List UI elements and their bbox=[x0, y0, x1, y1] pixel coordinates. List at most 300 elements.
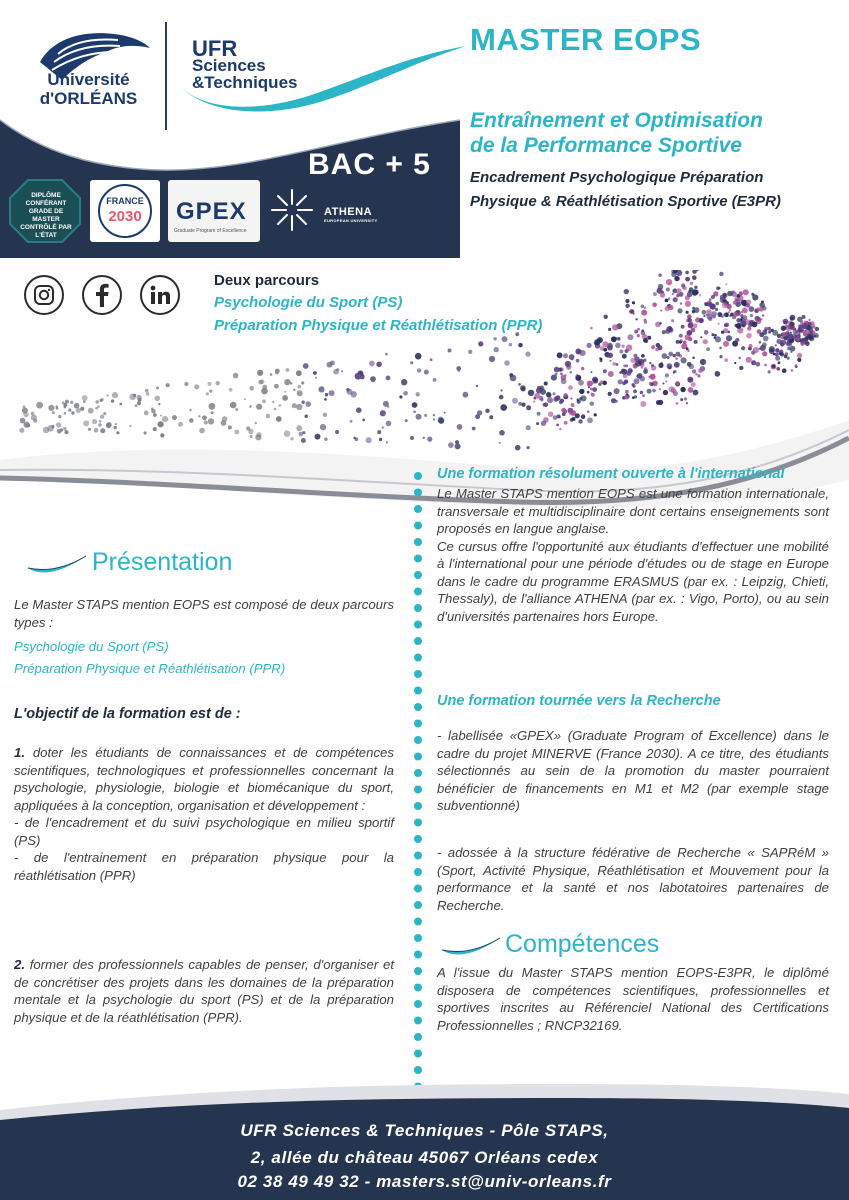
particle bbox=[98, 423, 102, 427]
particle bbox=[685, 271, 689, 275]
particle bbox=[644, 319, 647, 322]
particle bbox=[604, 315, 608, 319]
particle bbox=[663, 390, 668, 395]
particle bbox=[103, 412, 106, 415]
particle bbox=[576, 359, 580, 363]
particle bbox=[618, 379, 623, 384]
particle bbox=[699, 318, 704, 323]
point1-number: 1. bbox=[14, 745, 25, 760]
particle bbox=[622, 345, 625, 348]
particle bbox=[802, 315, 806, 319]
particle bbox=[581, 367, 584, 370]
particle bbox=[768, 370, 771, 373]
objective-point-2 bbox=[14, 956, 394, 1026]
particle bbox=[324, 438, 327, 441]
particle bbox=[101, 398, 104, 401]
footer-address-line1: UFR Sciences & Techniques - Pôle STAPS, bbox=[240, 1121, 609, 1140]
divider-dot bbox=[414, 802, 422, 810]
particle bbox=[56, 422, 61, 427]
particle bbox=[416, 392, 420, 396]
particle bbox=[355, 373, 362, 380]
particle bbox=[282, 395, 288, 401]
particle bbox=[798, 324, 802, 328]
particle bbox=[208, 382, 212, 386]
particle bbox=[544, 402, 549, 407]
particle bbox=[615, 343, 621, 349]
particle bbox=[736, 318, 741, 323]
ufr-line1: UFR bbox=[192, 36, 238, 61]
particle bbox=[617, 337, 620, 340]
particle bbox=[790, 317, 794, 321]
particle bbox=[330, 361, 335, 366]
particle bbox=[64, 430, 68, 434]
particle bbox=[663, 383, 665, 385]
particle bbox=[580, 350, 586, 356]
particle bbox=[370, 376, 376, 382]
particle bbox=[160, 433, 164, 437]
particle bbox=[704, 362, 706, 364]
particle bbox=[622, 354, 627, 359]
particle bbox=[784, 355, 788, 359]
competences-title: Compétences bbox=[505, 930, 660, 958]
particle bbox=[640, 376, 646, 382]
particle bbox=[692, 369, 696, 373]
particle bbox=[688, 323, 694, 329]
international-text bbox=[437, 485, 829, 625]
particle bbox=[715, 371, 719, 375]
particle bbox=[718, 287, 720, 289]
particle bbox=[714, 337, 716, 339]
divider-dot bbox=[414, 984, 422, 992]
particle bbox=[662, 353, 668, 359]
particle bbox=[677, 308, 682, 313]
particle bbox=[96, 400, 99, 403]
particle bbox=[742, 324, 745, 327]
objective-heading: L'objectif de la formation est de : bbox=[14, 706, 241, 722]
particle bbox=[448, 442, 454, 448]
particle bbox=[658, 274, 661, 277]
particle bbox=[727, 291, 733, 297]
particle bbox=[679, 341, 682, 344]
particle bbox=[527, 446, 530, 449]
particle bbox=[709, 298, 712, 301]
particle bbox=[637, 328, 640, 331]
particle bbox=[48, 405, 54, 411]
gpex-label: GPEX bbox=[176, 198, 247, 225]
particle bbox=[624, 395, 628, 399]
divider-dot bbox=[414, 1033, 422, 1041]
particle bbox=[202, 415, 207, 420]
particle bbox=[204, 420, 208, 424]
particle bbox=[146, 392, 150, 396]
particle bbox=[489, 415, 493, 419]
particle bbox=[679, 334, 683, 338]
particle bbox=[733, 301, 737, 305]
divider-dot bbox=[414, 1050, 422, 1058]
particle bbox=[206, 392, 209, 395]
particle bbox=[221, 420, 227, 426]
particle bbox=[94, 428, 99, 433]
particle bbox=[644, 367, 648, 371]
particle bbox=[52, 411, 55, 414]
particle bbox=[641, 305, 644, 308]
particle bbox=[235, 430, 240, 435]
particle bbox=[430, 358, 433, 361]
divider-dot bbox=[414, 604, 422, 612]
particle bbox=[64, 412, 67, 415]
particle bbox=[559, 428, 561, 430]
divider-dot bbox=[414, 786, 422, 794]
point2-number: 2. bbox=[14, 957, 25, 972]
particle bbox=[751, 293, 754, 296]
particle bbox=[734, 324, 737, 327]
particle bbox=[571, 403, 575, 407]
instagram-button[interactable] bbox=[24, 275, 64, 315]
particle bbox=[509, 373, 513, 377]
particle bbox=[568, 385, 573, 390]
particle bbox=[673, 297, 678, 302]
particle bbox=[760, 318, 762, 320]
particle bbox=[417, 368, 421, 372]
particle bbox=[727, 331, 730, 334]
particle bbox=[627, 334, 633, 340]
particle bbox=[369, 361, 375, 367]
particle bbox=[681, 357, 687, 363]
particle bbox=[399, 395, 402, 398]
particle bbox=[476, 385, 478, 387]
particle bbox=[433, 414, 435, 416]
particle bbox=[708, 317, 712, 321]
particle bbox=[763, 336, 769, 342]
particle bbox=[412, 402, 418, 408]
particle bbox=[683, 286, 687, 290]
divider-dot bbox=[414, 555, 422, 563]
particle bbox=[297, 390, 303, 396]
particle bbox=[401, 379, 407, 385]
particle bbox=[668, 305, 673, 310]
particle bbox=[448, 349, 452, 353]
particle bbox=[266, 414, 270, 418]
particle bbox=[640, 391, 643, 394]
particle bbox=[158, 403, 160, 405]
footer-address-line2: 2, allée du château 45067 Orléans cedex bbox=[250, 1148, 599, 1167]
particle bbox=[274, 384, 279, 389]
particle bbox=[687, 362, 692, 367]
particle bbox=[762, 342, 767, 347]
particle bbox=[274, 408, 277, 411]
particle bbox=[633, 390, 637, 394]
particle bbox=[699, 294, 701, 296]
particle bbox=[715, 336, 721, 342]
particle bbox=[351, 391, 357, 397]
particle bbox=[249, 386, 254, 391]
divider-dot bbox=[414, 472, 422, 480]
athena-star-icon bbox=[270, 188, 314, 232]
particle bbox=[366, 437, 372, 443]
particle bbox=[100, 428, 105, 433]
particle bbox=[684, 397, 687, 400]
particle bbox=[229, 388, 233, 392]
particle bbox=[681, 325, 685, 329]
particle bbox=[691, 382, 696, 387]
particle bbox=[518, 383, 521, 386]
particle bbox=[76, 408, 81, 413]
particle bbox=[424, 370, 429, 375]
particle bbox=[634, 357, 639, 362]
particle bbox=[107, 394, 109, 396]
particle bbox=[647, 389, 652, 394]
particle bbox=[643, 338, 648, 343]
particle bbox=[721, 331, 724, 334]
particle bbox=[63, 427, 67, 431]
particle bbox=[590, 371, 592, 373]
particle bbox=[686, 347, 689, 350]
divider-dot bbox=[414, 1017, 422, 1025]
particle bbox=[475, 414, 480, 419]
particle bbox=[665, 299, 669, 303]
particle bbox=[262, 399, 266, 403]
particle bbox=[671, 319, 674, 322]
particle bbox=[607, 345, 613, 351]
particle bbox=[478, 341, 483, 346]
particle bbox=[688, 337, 692, 341]
particle bbox=[324, 398, 327, 401]
international-p1: Le Master STAPS mention EOPS est une formation internationale, transversale et multidisciplinaire dont certains enseignements sont proposés en langue anglaise. bbox=[437, 486, 829, 536]
particle bbox=[759, 307, 764, 312]
presentation-ppr: Préparation Physique et Réathlétisation (PPR) bbox=[14, 661, 286, 676]
subtitle-line1: Entraînement et Optimisation bbox=[470, 109, 763, 132]
particle bbox=[790, 351, 792, 353]
particle bbox=[279, 404, 282, 407]
particle bbox=[410, 436, 414, 440]
particle bbox=[658, 400, 663, 405]
particle bbox=[749, 306, 755, 312]
particle bbox=[547, 397, 553, 403]
france-2030-badge bbox=[90, 180, 160, 242]
particle bbox=[570, 397, 572, 399]
particle bbox=[433, 418, 435, 420]
particle bbox=[718, 323, 720, 325]
particle bbox=[782, 332, 787, 337]
particle bbox=[438, 417, 444, 423]
particle bbox=[653, 292, 657, 296]
athena-sub-label: EUROPEAN UNIVERSITY bbox=[324, 218, 378, 223]
particle bbox=[628, 368, 633, 373]
particle bbox=[674, 370, 677, 373]
particle bbox=[555, 373, 558, 376]
particle bbox=[616, 363, 619, 366]
competences-swoosh-icon bbox=[440, 934, 502, 958]
particle bbox=[455, 440, 459, 444]
particle bbox=[528, 390, 534, 396]
ufr-line2: Sciences bbox=[192, 56, 266, 75]
competences-text: A l'issue du Master STAPS mention EOPS-E3PR, le diplômé disposera de compétences scientifiques, professionnelles et sportives inscrites au Référenciel National des Certifications Professionnelles ; RNCP32169. bbox=[437, 965, 829, 1033]
particle bbox=[587, 343, 592, 348]
particle bbox=[541, 421, 546, 426]
particle bbox=[694, 290, 699, 295]
particle bbox=[797, 328, 802, 333]
particle bbox=[26, 423, 30, 427]
particle bbox=[581, 414, 586, 419]
particle bbox=[632, 301, 635, 304]
particle bbox=[602, 381, 607, 386]
particle bbox=[296, 370, 302, 376]
particle bbox=[776, 367, 780, 371]
particle bbox=[376, 362, 382, 368]
divider-dot bbox=[414, 967, 422, 975]
particle bbox=[746, 333, 752, 339]
particle bbox=[548, 411, 554, 417]
particle bbox=[256, 432, 261, 437]
particle bbox=[515, 445, 521, 451]
specialty-line2: Physique & Réathlétisation Sportive (E3PR) bbox=[470, 193, 781, 210]
particle bbox=[556, 424, 559, 427]
france-2030-label: 2030 bbox=[108, 208, 142, 225]
particle bbox=[578, 380, 584, 386]
specialty-line1: Encadrement Psychologique Préparation bbox=[470, 169, 764, 186]
particle bbox=[706, 347, 710, 351]
particle bbox=[500, 389, 502, 391]
particle bbox=[772, 365, 775, 368]
particle bbox=[608, 392, 612, 396]
master-title: MASTER EOPS bbox=[470, 22, 702, 57]
particle bbox=[726, 335, 732, 341]
particle bbox=[637, 334, 640, 337]
particle bbox=[704, 330, 709, 335]
particle bbox=[640, 401, 646, 407]
particle bbox=[455, 443, 461, 449]
master-grade-badge-text: DIPLÔME CONFÉRANT GRADE DE MASTER CONTRÔLÉ PAR L'ÉTAT bbox=[20, 192, 72, 239]
particle bbox=[137, 401, 141, 405]
divider-dot bbox=[414, 489, 422, 497]
particle bbox=[759, 341, 762, 344]
particle bbox=[382, 426, 385, 429]
particle bbox=[776, 339, 781, 344]
particle bbox=[587, 381, 593, 387]
particle bbox=[172, 415, 177, 420]
particle bbox=[625, 364, 628, 367]
particle bbox=[750, 314, 753, 317]
particle bbox=[686, 402, 688, 404]
particle bbox=[815, 327, 819, 331]
particle bbox=[472, 427, 476, 431]
particle bbox=[106, 422, 112, 428]
facebook-button[interactable] bbox=[82, 275, 122, 315]
particle bbox=[808, 319, 810, 321]
particle bbox=[641, 366, 644, 369]
particle bbox=[688, 387, 694, 393]
particle bbox=[625, 304, 629, 308]
particle bbox=[70, 401, 73, 404]
particle bbox=[546, 392, 551, 397]
ufr-line3: &Techniques bbox=[192, 73, 298, 92]
particle bbox=[184, 382, 188, 386]
particle bbox=[780, 337, 782, 339]
particle bbox=[256, 404, 262, 410]
particle bbox=[386, 441, 388, 443]
particle bbox=[711, 333, 714, 336]
particle bbox=[685, 277, 690, 282]
particle bbox=[676, 340, 680, 344]
particle bbox=[325, 393, 328, 396]
particle bbox=[138, 398, 142, 402]
particle bbox=[797, 353, 802, 358]
particle bbox=[783, 319, 789, 325]
instagram-icon bbox=[33, 284, 55, 306]
particle bbox=[377, 430, 381, 434]
particle bbox=[211, 411, 214, 414]
particle bbox=[649, 362, 651, 364]
particle bbox=[665, 380, 667, 382]
particle bbox=[255, 422, 257, 424]
research-heading: Une formation tournée vers la Recherche bbox=[437, 693, 721, 709]
particle bbox=[577, 400, 581, 404]
particle bbox=[739, 366, 743, 370]
linkedin-button[interactable] bbox=[140, 275, 180, 315]
particle bbox=[315, 434, 321, 440]
particle bbox=[657, 345, 662, 350]
particle bbox=[756, 362, 761, 367]
particle bbox=[660, 310, 662, 312]
divider-dot bbox=[414, 505, 422, 513]
particle bbox=[194, 384, 199, 389]
particle bbox=[525, 352, 530, 357]
particle bbox=[792, 334, 797, 339]
research-saprem: - adossée à la structure fédérative de Recherche « SAPRéM » (Sport, Activité Physique, Réathlétisation et Mouvement pour la performance et la santé et nos labotatoires partenaires de Recherche. bbox=[437, 845, 829, 913]
particle bbox=[88, 408, 94, 414]
particle bbox=[576, 374, 580, 378]
particle bbox=[504, 360, 510, 366]
particle bbox=[685, 301, 691, 307]
particle bbox=[129, 425, 132, 428]
international-heading: Une formation résolument ouverte à l'international bbox=[437, 466, 785, 482]
particle bbox=[485, 409, 489, 413]
particle bbox=[19, 428, 24, 433]
particle bbox=[315, 377, 317, 379]
particle bbox=[790, 332, 792, 334]
particle bbox=[410, 361, 413, 364]
particle bbox=[791, 369, 794, 372]
partner-badges bbox=[8, 178, 458, 244]
particle bbox=[569, 410, 575, 416]
objective-point-1 bbox=[14, 744, 394, 884]
particle bbox=[610, 360, 612, 362]
particle bbox=[500, 404, 507, 411]
particle bbox=[580, 395, 586, 401]
particle bbox=[625, 390, 629, 394]
particle bbox=[626, 345, 632, 351]
particle bbox=[216, 381, 220, 385]
particle bbox=[380, 410, 386, 416]
particle bbox=[335, 430, 339, 434]
particle bbox=[791, 326, 794, 329]
particle bbox=[88, 428, 91, 431]
particle bbox=[520, 385, 526, 391]
particle bbox=[719, 347, 722, 350]
particle bbox=[284, 379, 290, 385]
university-line1: Université bbox=[47, 70, 130, 89]
divider-dot bbox=[414, 885, 422, 893]
university-name bbox=[26, 70, 151, 108]
presentation-title: Présentation bbox=[92, 548, 233, 576]
particle bbox=[757, 317, 761, 321]
particle bbox=[782, 368, 787, 373]
research-gpex: - labellisée «GPEX» (Graduate Program of Excellence) dans le cadre du projet MINERVE (France 2030). A ce titre, des étudiants sélectionnés au sein de la promotion du master pourraient bénéficier de financements en M1 et M2 (par exemple stage subventionné) bbox=[437, 728, 829, 813]
particle bbox=[493, 337, 496, 340]
particle bbox=[318, 386, 324, 392]
particle bbox=[644, 307, 646, 309]
particle bbox=[405, 419, 408, 422]
